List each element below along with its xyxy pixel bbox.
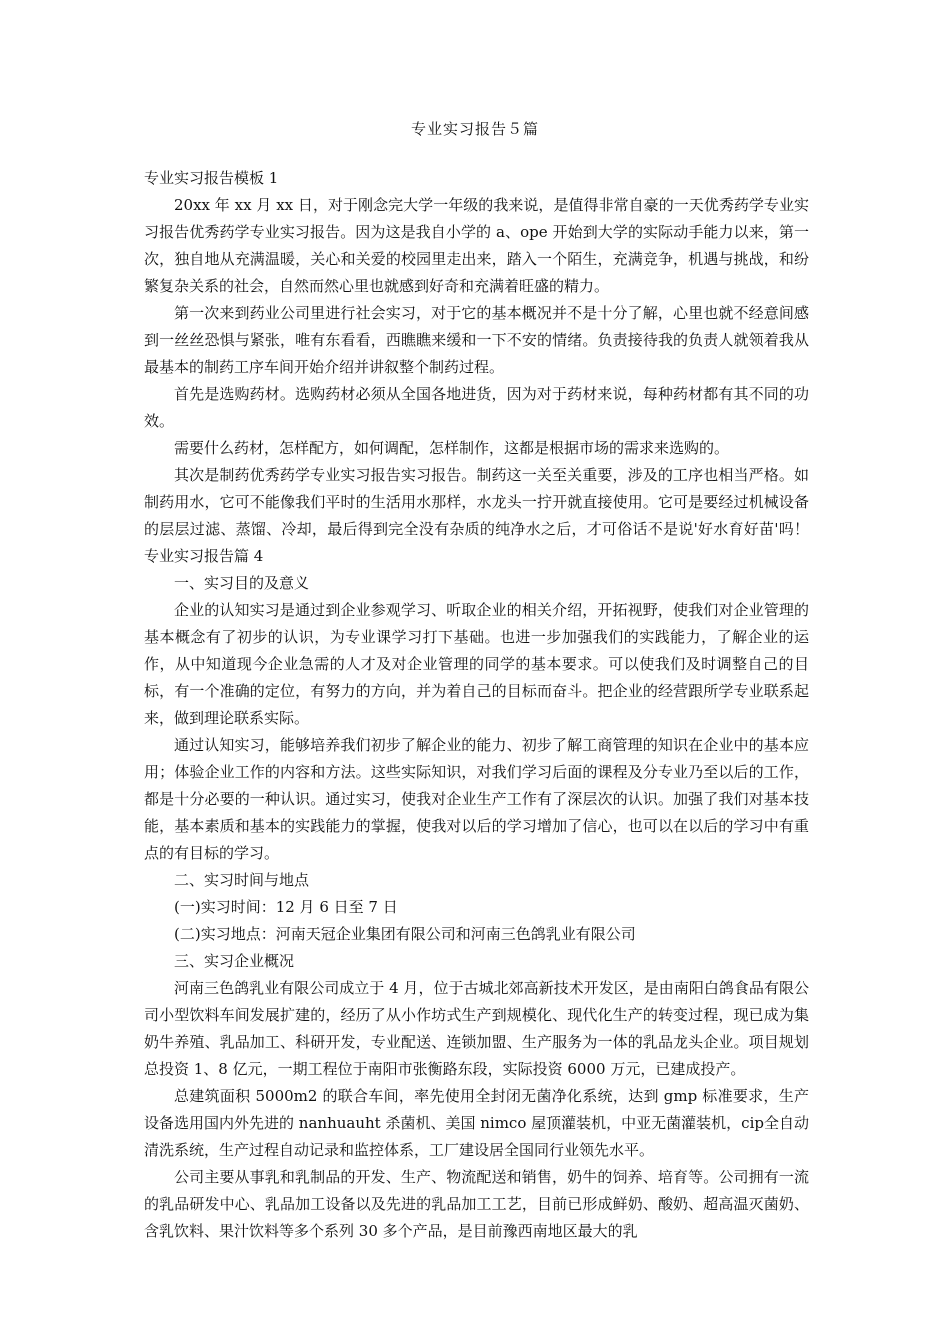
list-item-place: (二)实习地点：河南天冠企业集团有限公司和河南三色鸽乳业有限公司 bbox=[174, 925, 636, 943]
paragraph-business: 公司主要从事乳和乳制品的开发、生产、物流配送和销售，奶牛的饲养、培育等。公司拥有一流的乳品研发中心、乳品加工设备以及先进的乳品加工工艺，目前已形成鲜奶、酸奶、超高温灭菌奶、含乳饮料、果汁饮料等多个系列 30 多个产品，是目前豫西南地区最大的乳 bbox=[144, 1168, 809, 1240]
paragraph-benefits: 通过认知实习，能够培养我们初步了解企业的能力、初步了解工商管理的知识在企业中的基本应用；体验企业工作的内容和方法。这些实际知识，对我们学习后面的课程及分专业乃至以后的工作，都是十分必要的一种认识。通过实习，使我对企业生产工作有了深层次的认识。加强了我们对基本技能，基本素质和基本的实践能力的掌握，使我对以后的学习增加了信心，也可以在以后的学习中有重点的有目标的学习。 bbox=[144, 736, 809, 862]
paragraph-purpose: 企业的认知实习是通过到企业参观学习、听取企业的相关介绍，开拓视野，使我们对企业管理的基本概念有了初步的认识，为专业课学习打下基础。也进一步加强我们的实践能力，了解企业的运作，从中知道现今企业急需的人才及对企业管理的同学的基本要求。可以使我们及时调整自己的目标，有一个准确的定位，有努力的方向，并为着自己的目标而奋斗。把企业的经营跟所学专业联系起来，做到理论联系实际。 bbox=[144, 601, 809, 727]
paragraph-intro: 20xx 年 xx 月 xx 日，对于刚念完大学一年级的我来说，是值得非常自豪的一天优秀药学专业实习报告优秀药学专业实习报告。因为这是我自小学的 a、ope 开始到大学的实际动手能力以来，第一次，独自地从充满温暖，关心和关爱的校园里走出来，踏入一个陌生，充满竞争，机遇与挑战，和纷繁复杂关系的社会，自然而然心里也就感到好奇和充满着旺盛的精力。 bbox=[144, 196, 809, 295]
document-title: 专业实习报告５篇 bbox=[410, 120, 539, 138]
paragraph-purchase: 首先是选购药材。选购药材必须从全国各地进货，因为对于药材来说，每种药材都有其不同的功效。 bbox=[144, 385, 809, 430]
paragraph-needs: 需要什么药材，怎样配方，如何调配，怎样制作，这都是根据市场的需求来选购的。 bbox=[174, 439, 730, 457]
section-heading-time-place: 二、实习时间与地点 bbox=[174, 871, 310, 889]
paragraph-company-overview: 河南三色鸽乳业有限公司成立于 4 月，位于古城北郊高新技术开发区，是由南阳白鸽食品有限公司小型饮料车间发展扩建的，经历了从小作坊式生产到规模化、现代化生产的转变过程，现已成为集奶牛养殖、乳品加工、科研开发，专业配送、连锁加盟、生产服务为一体的乳品龙头企业。项目规划总投资 1、8 亿元，一期工程位于南阳市张衡路东段，实际投资 6000 万元，已建成投产。 bbox=[144, 979, 809, 1078]
section-heading-purpose: 一、实习目的及意义 bbox=[174, 574, 310, 592]
list-item-time: (一)实习时间：12 月 6 日至 7 日 bbox=[174, 898, 398, 916]
document-body bbox=[144, 165, 809, 1245]
section-heading-template-1: 专业实习报告模板 1 bbox=[144, 169, 279, 187]
paragraph-facility: 总建筑面积 5000m2 的联合车间，率先使用全封闭无菌净化系统，达到 gmp 标准要求，生产设备选用国内外先进的 nanhuauht 杀菌机、美国 nimco 屋顶灌装机，中亚无菌灌装机，cip全自动清洗系统，生产过程自动记录和监控体系，工厂建设居全国同行业领先水平。 bbox=[144, 1087, 809, 1159]
paragraph-pharma-process: 其次是制药优秀药学专业实习报告实习报告。制药这一关至关重要，涉及的工序也相当严格。如制药用水，它可不能像我们平时的生活用水那样，水龙头一拧开就直接使用。它可是要经过机械设备的层层过滤、蒸馏、冷却，最后得到完全没有杂质的纯净水之后，才可俗话不是说'好水育好苗'吗！ 专业实习报告篇 4 bbox=[144, 466, 809, 565]
paragraph-first-visit: 第一次来到药业公司里进行社会实习，对于它的基本概况并不是十分了解，心里也就不经意间感到一丝丝恐惧与紧张，唯有东看看，西瞧瞧来缓和一下不安的情绪。负责接待我的负责人就领着我从最基本的制药工序车间开始介绍并讲叙整个制药过程。 bbox=[144, 304, 809, 376]
section-heading-company: 三、实习企业概况 bbox=[174, 952, 295, 970]
